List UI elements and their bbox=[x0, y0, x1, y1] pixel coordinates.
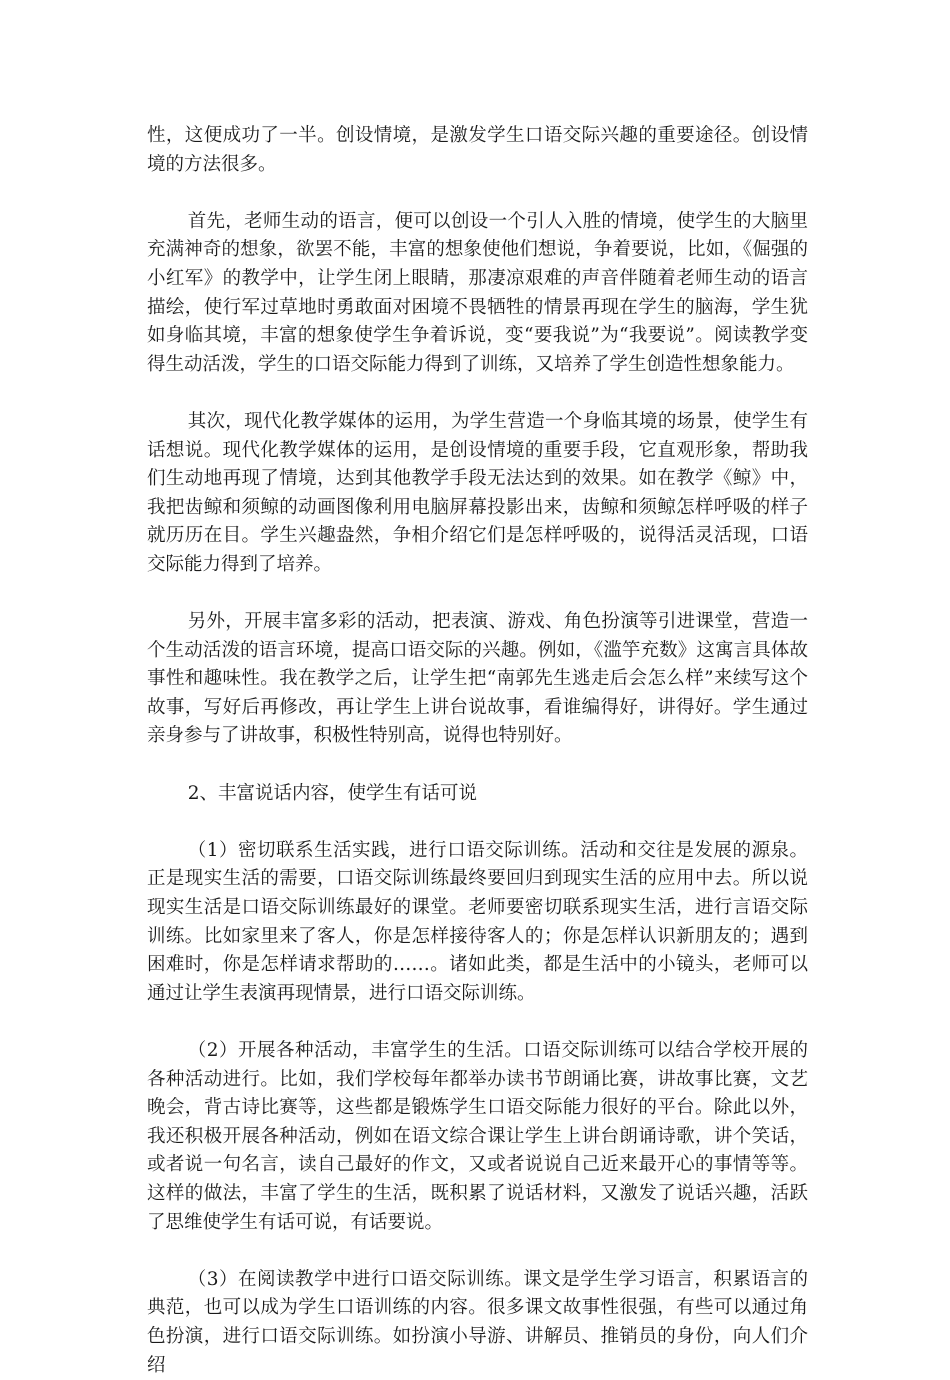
paragraph-activities: 另外，开展丰富多彩的活动，把表演、游戏、角色扮演等引进课堂，营造一个生动活泼的语言环境，提高口语交际的兴趣。例如，《滥竽充数》这寓言具体故事性和趣味性。我在教学之后，让学生把“南郭先生逃走后会怎么样”来续写这个故事，写好后再修改，再让学生上讲台说故事，看谁编得好，讲得好。学生通过亲身参与了讲故事，积极性特别高，说得也特别好。 bbox=[147, 611, 808, 747]
paragraph-item-1: （1）密切联系生活实践，进行口语交际训练。活动和交往是发展的源泉。正是现实生活的需要，口语交际训练最终要回归到现实生活的应用中去。所以说现实生活是口语交际训练最好的课堂。老师要密切联系现实生活，进行言语交际训练。比如家里来了客人，你是怎样接待客人的；你是怎样认识新朋友的；遇到困难时，你是怎样请求帮助的……。诸如此类，都是生活中的小镜头，老师可以通过让学生表演再现情景，进行口语交际训练。 bbox=[147, 839, 808, 1004]
paragraph-language-situation: 首先，老师生动的语言，便可以创设一个引人入胜的情境，使学生的大脑里充满神奇的想象，欲罢不能，丰富的想象使他们想说，争着要说，比如，《倔强的小红军》的教学中，让学生闭上眼睛，那凄凉艰难的声音伴随着老师生动的语言描绘，使行军过草地时勇敢面对困境不畏牺牲的情景再现在学生的脑海，学生犹如身临其境，丰富的想象使学生争着诉说，变“要我说”为“我要说”。阅读教学变得生动活泼，学生的口语交际能力得到了训练，又培养了学生创造性想象能力。 bbox=[147, 210, 808, 375]
paragraph-item-3: （3）在阅读教学中进行口语交际训练。课文是学生学习语言，积累语言的典范，也可以成为学生口语训练的内容。很多课文故事性很强，有些可以通过角色扮演，进行口语交际训练。如扮演小导游、讲解员、推销员的身份，向人们介绍 bbox=[147, 1268, 808, 1376]
section-heading: 2、丰富说话内容，使学生有话可说 bbox=[187, 782, 477, 804]
paragraph-continuation: 性，这便成功了一半。创设情境，是激发学生口语交际兴趣的重要途径。创设情境的方法很多。 bbox=[147, 125, 808, 175]
paragraph-multimedia: 其次，现代化教学媒体的运用，为学生营造一个身临其境的场景，使学生有话想说。现代化教学媒体的运用，是创设情境的重要手段，它直观形象，帮助我们生动地再现了情境，达到其他教学手段无法达到的效果。如在教学《鲸》中，我把齿鲸和须鲸的动画图像利用电脑屏幕投影出来，齿鲸和须鲸怎样呼吸的样子就历历在目。学生兴趣盎然，争相介绍它们是怎样呼吸的，说得活灵活现，口语交际能力得到了培养。 bbox=[147, 410, 808, 575]
paragraph-item-2: （2）开展各种活动，丰富学生的生活。口语交际训练可以结合学校开展的各种活动进行。比如，我们学校每年都举办读书节朗诵比赛，讲故事比赛，文艺晚会，背古诗比赛等，这些都是锻炼学生口语交际能力很好的平台。除此以外，我还积极开展各种活动，例如在语文综合课让学生上讲台朗诵诗歌，讲个笑话，或者说一句名言，读自己最好的作文，又或者说说自己近来最开心的事情等等。这样的做法，丰富了学生的生活，既积累了说话材料，又激发了说话兴趣，活跃了思维使学生有话可说，有话要说。 bbox=[147, 1040, 808, 1233]
document-page bbox=[147, 122, 808, 1380]
